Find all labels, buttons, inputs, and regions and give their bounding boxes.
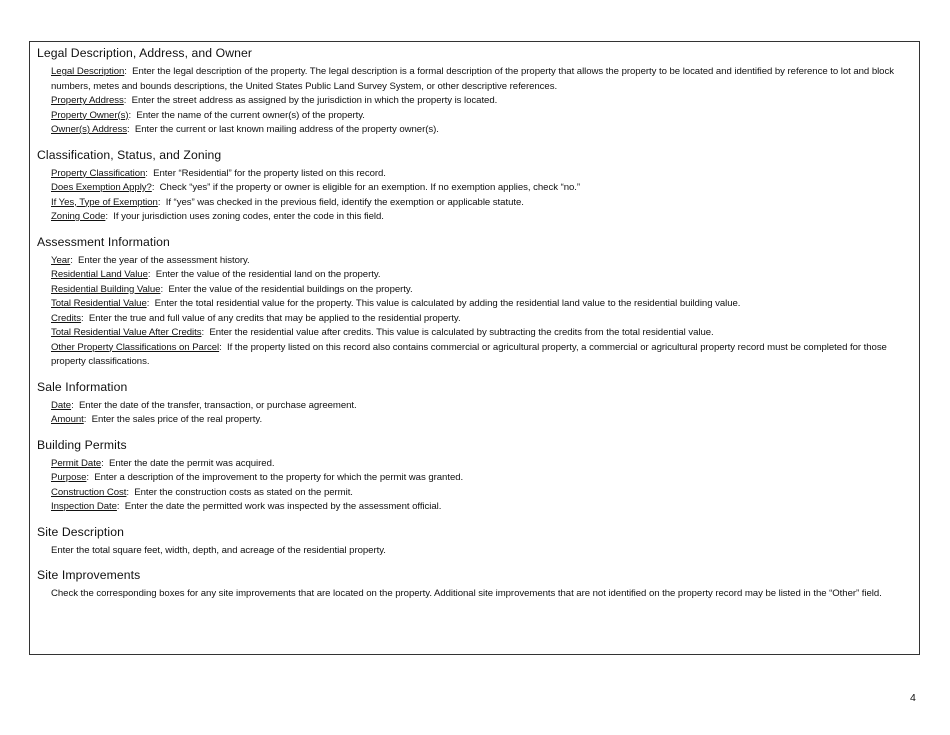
entry <box>51 544 911 559</box>
entry: Total Residential Value: Enter the total residential value for the property. This value is calculated by adding the residential land value to the residential building value. <box>51 298 741 309</box>
section-title: Site Description <box>37 524 124 539</box>
entry: Purpose: Enter a description of the improvement to the property for which the permit was granted. <box>51 472 464 483</box>
entry-term: Date <box>51 399 72 411</box>
entry-text: Check “yes” if the property or owner is eligible for an exemption. If no exemption applies, check “no.” <box>159 182 581 193</box>
entry: Property Owner(s): Enter the name of the current owner(s) of the property. <box>51 109 365 121</box>
entry-text: If the property listed on this record also contains commercial or agricultural property, a commercial or agricultural property record must be completed for those property classifications. <box>51 341 887 367</box>
entry-text: Enter the name of the current owner(s) of the property. <box>136 109 365 121</box>
entry: Residential Land Value: Enter the value of the residential land on the property. <box>51 269 381 280</box>
entry: Zoning Code: If your jurisdiction uses zoning codes, enter the code in this field. <box>51 211 384 222</box>
entry-text: Enter the true and full value of any credits that may be applied to the residential property. <box>88 312 461 324</box>
entry-term: Residential Land Value <box>51 269 148 280</box>
entry-term: Purpose <box>51 472 87 483</box>
entry <box>51 587 911 602</box>
section-title: Legal Description, Address, and Owner <box>37 46 253 60</box>
entry: Legal Description: Enter the legal description of the property. The legal description is a formal description of the property that allows the property to be located and identified by reference to lot and block numbers, metes and bounds descriptions, the United States Public Land Survey System, or other descriptive references. <box>51 66 894 92</box>
entry-term: If Yes, Type of Exemption <box>51 196 158 208</box>
entry: Residential Building Value: Enter the value of the residential buildings on the property. <box>51 283 413 295</box>
entry-text: Enter “Residential” for the property listed on this record. <box>153 167 386 179</box>
entry-term: Year <box>51 254 71 266</box>
sections-container <box>37 46 911 602</box>
entry-list <box>37 457 911 515</box>
section-title: Assessment Information <box>37 234 170 249</box>
entry-text: Enter the construction costs as stated on the permit. <box>134 486 353 498</box>
entry-term: Property Classification <box>51 167 146 179</box>
entry-text: Enter the date the permitted work was inspected by the assessment official. <box>124 501 442 512</box>
entry: Permit Date: Enter the date the permit was acquired. <box>51 457 275 469</box>
entry-term: Total Residential Value After Credits <box>51 327 202 338</box>
entry-term: Inspection Date <box>51 501 117 512</box>
section <box>37 525 911 559</box>
entry-text: If “yes” was checked in the previous field, identify the exemption or applicable statute. <box>165 196 524 208</box>
entry-text: Enter the date of the transfer, transaction, or purchase agreement. <box>78 399 357 411</box>
entry-text: Enter the legal description of the property. The legal description is a formal description of the property that allows the property to be located and identified by reference to lot and block numbers, metes and bounds descriptions, the United States Public Land Survey System, or other descriptive references. <box>51 66 894 92</box>
section <box>37 568 911 602</box>
entry-list <box>37 65 911 138</box>
entry-term: Zoning Code <box>51 211 106 222</box>
section-title: Sale Information <box>37 379 128 394</box>
entry: Property Classification: Enter “Residential” for the property listed on this record. <box>51 167 386 179</box>
entry-text: Enter the residential value after credits. This value is calculated by subtracting the credits from the total residential value. <box>209 327 714 338</box>
entry-text: Enter a description of the improvement to the property for which the permit was granted. <box>94 472 464 483</box>
entry-term: Property Address <box>51 95 124 106</box>
section-title: Classification, Status, and Zoning <box>37 147 222 162</box>
entry-text: Enter the sales price of the real property. <box>91 414 263 425</box>
entry-term: Permit Date <box>51 457 102 469</box>
section <box>37 46 911 138</box>
entry-text: Enter the current or last known mailing address of the property owner(s). <box>134 124 439 135</box>
entry-term: Property Owner(s) <box>51 109 129 121</box>
entry: Owner(s) Address: Enter the current or last known mailing address of the property owner(s). <box>51 124 439 135</box>
page-number: 4 <box>910 692 916 704</box>
entry-text: Enter the street address as assigned by the jurisdiction in which the property is located. <box>131 95 498 106</box>
entry-term: Residential Building Value <box>51 283 161 295</box>
entry-term: Total Residential Value <box>51 298 147 309</box>
entry: Year: Enter the year of the assessment history. <box>51 254 250 266</box>
entry: Property Address: Enter the street address as assigned by the jurisdiction in which the property is located. <box>51 95 498 106</box>
entry-text: Enter the date the permit was acquired. <box>108 457 275 469</box>
entry-text: If your jurisdiction uses zoning codes, enter the code in this field. <box>113 211 384 222</box>
entry-text: Check the corresponding boxes for any site improvements that are located on the property. Additional site improvements that are not identified on the property record may be listed in the “Other” field. <box>51 588 882 599</box>
entry-term: Credits <box>51 312 82 324</box>
entry-text: Enter the year of the assessment history. <box>78 254 250 266</box>
entry: Does Exemption Apply?: Check “yes” if the property or owner is eligible for an exemption. If no exemption applies, check “no.” <box>51 182 581 193</box>
entry: Date: Enter the date of the transfer, transaction, or purchase agreement. <box>51 399 357 411</box>
entry: Total Residential Value After Credits: Enter the residential value after credits. This value is calculated by subtracting the credits from the total residential value. <box>51 327 714 338</box>
instructions-box <box>29 41 920 655</box>
entry: Inspection Date: Enter the date the permitted work was inspected by the assessment official. <box>51 501 442 512</box>
entry-text: Enter the total residential value for the property. This value is calculated by adding the residential land value to the residential building value. <box>154 298 741 309</box>
entry: Credits: Enter the true and full value of any credits that may be applied to the residential property. <box>51 312 461 324</box>
entry: Amount: Enter the sales price of the real property. <box>51 414 263 425</box>
section-title: Site Improvements <box>37 568 141 582</box>
section <box>37 380 911 428</box>
entry-term: Does Exemption Apply? <box>51 182 152 193</box>
entry-term: Owner(s) Address <box>51 124 127 135</box>
entry-list <box>37 587 911 602</box>
entry-list <box>37 167 911 225</box>
entry-list <box>37 254 911 370</box>
entry-term: Construction Cost <box>51 486 127 498</box>
section-title: Building Permits <box>37 437 127 452</box>
entry-list <box>37 399 911 428</box>
entry-text: Enter the total square feet, width, depth, and acreage of the residential property. <box>51 544 386 556</box>
entry-term: Other Property Classifications on Parcel <box>51 341 220 353</box>
entry-term: Legal Description <box>51 66 125 77</box>
entry: Other Property Classifications on Parcel: If the property listed on this record also contains commercial or agricultural property, a commercial or agricultural property record must be completed for those property classifications. <box>51 341 887 367</box>
entry-text: Enter the value of the residential land on the property. <box>155 269 381 280</box>
section <box>37 148 911 225</box>
entry-list <box>37 544 911 559</box>
entry-term: Amount <box>51 414 84 425</box>
entry: Construction Cost: Enter the construction costs as stated on the permit. <box>51 486 353 498</box>
section <box>37 235 911 370</box>
section <box>37 438 911 515</box>
entry-text: Enter the value of the residential buildings on the property. <box>168 283 413 295</box>
entry: If Yes, Type of Exemption: If “yes” was checked in the previous field, identify the exemption or applicable statute. <box>51 196 524 208</box>
